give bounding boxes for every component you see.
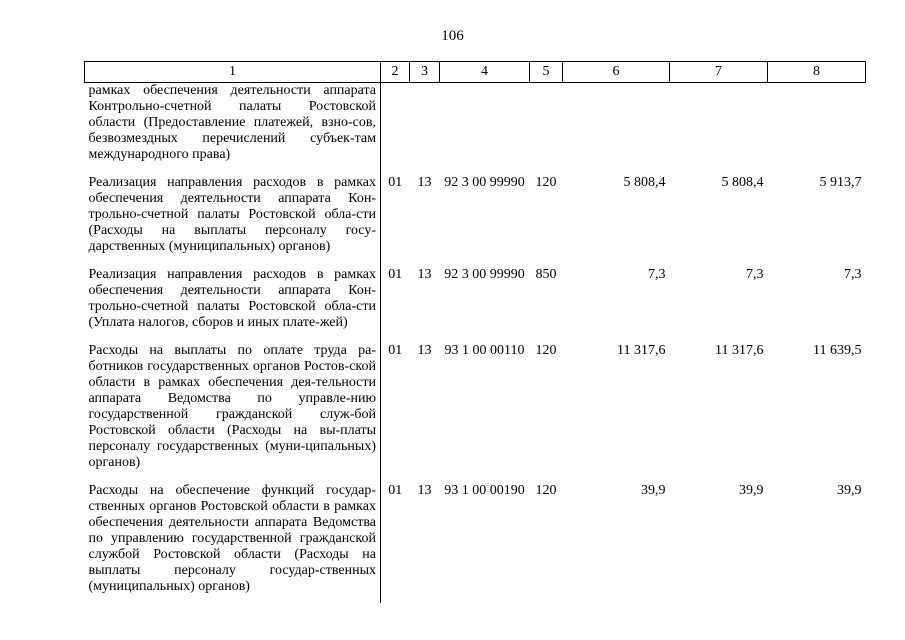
row-description: рамках обеспечения деятельности аппарата Контрольно-счетной палаты Ростовской области (Предоставление платежей, взно-сов, безвозмездных перечислений субъек-там международного права) <box>85 83 381 172</box>
column-header: 3 <box>410 62 440 83</box>
section-code: 01 <box>388 483 403 498</box>
subsection-code: 13 <box>417 175 432 190</box>
expense-type-code: 120 <box>535 175 557 190</box>
amount-col7: 39,9 <box>739 483 764 498</box>
section-code: 01 <box>388 343 403 358</box>
row-description: Реализация направления расходов в рамках обеспечения деятельности аппарата Кон-трольно-счетной палаты Ростовской обла-сти (Расходы на выплаты персоналу госу-дарственных (муниципальных) органов) <box>85 171 381 263</box>
page-number: 106 <box>441 28 464 44</box>
target-article-code: 93 1 00 00110 <box>444 343 525 358</box>
expense-type-code: 850 <box>535 267 557 282</box>
target-article-code: 92 3 00 99990 <box>444 175 525 190</box>
row-description: Расходы на обеспечение функций государ-ственных органов Ростовской области в рамках обеспечения деятельности аппарата Ведомства по управлению государственной гражданской службой Ростовской области (Расходы на выплаты персоналу государ-ственных (муниципальных) органов) <box>85 479 381 603</box>
subsection-code: 13 <box>417 343 432 358</box>
section-code: 01 <box>388 267 403 282</box>
amount-col8: 7,3 <box>844 267 862 282</box>
column-header: 7 <box>670 62 768 83</box>
budget-table <box>84 61 866 603</box>
amount-col8: 5 913,7 <box>819 175 862 190</box>
amount-col6: 7,3 <box>648 267 666 282</box>
row-description: Реализация направления расходов в рамках обеспечения деятельности аппарата Кон-трольно-счетной палаты Ростовской обла-сти (Уплата налогов, сборов и иных плате-жей) <box>85 263 381 339</box>
column-header: 5 <box>530 62 563 83</box>
amount-col6: 11 317,6 <box>617 343 666 358</box>
amount-col7: 11 317,6 <box>715 343 764 358</box>
table-row <box>85 83 866 172</box>
expense-type-code: 120 <box>535 483 557 498</box>
amount-col7: 7,3 <box>746 267 764 282</box>
column-header: 8 <box>768 62 866 83</box>
amount-col6: 5 808,4 <box>623 175 666 190</box>
table-row <box>85 263 866 339</box>
table-row <box>85 339 866 479</box>
amount-col6: 39,9 <box>641 483 666 498</box>
target-article-code: 93 1 00 00190 <box>444 483 525 498</box>
column-header: 6 <box>563 62 670 83</box>
subsection-code: 13 <box>417 267 432 282</box>
column-header: 4 <box>440 62 530 83</box>
table-row <box>85 171 866 263</box>
amount-col8: 39,9 <box>837 483 862 498</box>
table-row <box>85 479 866 603</box>
column-header: 2 <box>381 62 410 83</box>
expense-type-code: 120 <box>535 343 557 358</box>
row-description: Расходы на выплаты по оплате труда ра-ботников государственных органов Ростов-ской области в рамках обеспечения дея-тельности аппарата Ведомства по управле-нию государственной гражданской служ-бой Ростовской области (Расходы на вы-платы персоналу государственных (муни-ципальных) органов) <box>85 339 381 479</box>
section-code: 01 <box>388 175 403 190</box>
amount-col8: 11 639,5 <box>813 343 862 358</box>
target-article-code: 92 3 00 99990 <box>444 267 525 282</box>
column-header: 1 <box>85 62 381 83</box>
subsection-code: 13 <box>417 483 432 498</box>
table-header-row <box>85 62 866 83</box>
amount-col7: 5 808,4 <box>721 175 764 190</box>
